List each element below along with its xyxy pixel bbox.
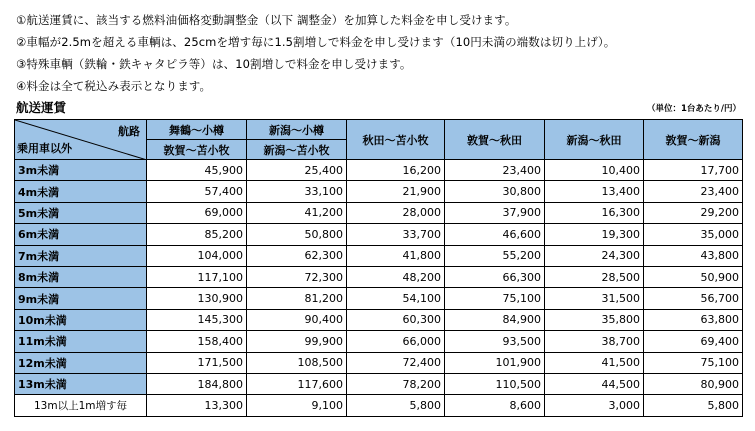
- fare-cell: 54,100: [347, 288, 445, 309]
- note-1: ①航送運賃に、該当する燃料油価格変動調整金（以下 調整金）を加算した料金を申し受けます。: [16, 13, 517, 27]
- vehicle-length-label: 6m未満: [15, 224, 147, 245]
- fare-cell: 80,900: [644, 373, 743, 394]
- fare-table: [14, 119, 743, 417]
- vehicle-length-label: 13m未満: [15, 373, 147, 394]
- fare-cell: 55,200: [445, 245, 545, 266]
- unit-label: （単位：1台あたり/円）: [646, 104, 741, 114]
- fare-cell: 3,000: [545, 395, 644, 416]
- corner-route-label: 航路: [118, 125, 140, 138]
- fare-cell: 45,900: [147, 160, 247, 181]
- fare-cell: 9,100: [247, 395, 347, 416]
- fare-cell: 30,800: [445, 181, 545, 202]
- fare-cell: 117,100: [147, 266, 247, 287]
- fare-cell: 35,000: [644, 224, 743, 245]
- fare-cell: 57,400: [147, 181, 247, 202]
- fare-cell: 50,800: [247, 224, 347, 245]
- vehicle-length-label: 10m未満: [15, 309, 147, 330]
- fare-cell: 43,800: [644, 245, 743, 266]
- fare-cell: 41,200: [247, 202, 347, 223]
- fare-cell: 110,500: [445, 373, 545, 394]
- fare-cell: 44,500: [545, 373, 644, 394]
- fare-cell: 81,200: [247, 288, 347, 309]
- table-row: [15, 288, 743, 309]
- table-row: [15, 202, 743, 223]
- route-header-5: 新潟～秋田: [545, 120, 644, 160]
- fare-cell: 69,000: [147, 202, 247, 223]
- route-header-2b: 新潟～苫小牧: [247, 140, 347, 160]
- vehicle-length-label: 11m未満: [15, 331, 147, 352]
- note-2: ②車幅が2.5mを超える車輌は、25cmを増す毎に1.5割増しで料金を申し受けます（10円未満の端数は切り上げ）。: [16, 35, 616, 49]
- vehicle-length-label: 3m未満: [15, 160, 147, 181]
- fare-cell: 16,300: [545, 202, 644, 223]
- fare-cell: 104,000: [147, 245, 247, 266]
- table-row: [15, 373, 743, 394]
- fare-cell: 37,900: [445, 202, 545, 223]
- table-row: [15, 160, 743, 181]
- fare-cell: 84,900: [445, 309, 545, 330]
- note-3: ③特殊車輌（鉄輪・鉄キャタピラ等）は、10割増しで料金を申し受けます。: [16, 57, 412, 71]
- fare-cell: 101,900: [445, 352, 545, 373]
- fare-table-body: [15, 160, 743, 417]
- fare-cell: 19,300: [545, 224, 644, 245]
- fare-cell: 46,600: [445, 224, 545, 245]
- fare-cell: 117,600: [247, 373, 347, 394]
- fare-cell: 16,200: [347, 160, 445, 181]
- table-row: [15, 245, 743, 266]
- route-header-4: 敦賀～秋田: [445, 120, 545, 160]
- fare-cell: 145,300: [147, 309, 247, 330]
- fare-cell: 21,900: [347, 181, 445, 202]
- fare-cell: 25,400: [247, 160, 347, 181]
- fare-cell: 66,300: [445, 266, 545, 287]
- vehicle-length-label: 8m未満: [15, 266, 147, 287]
- fare-cell: 28,500: [545, 266, 644, 287]
- fare-cell: 23,400: [644, 181, 743, 202]
- fare-cell: 60,300: [347, 309, 445, 330]
- fare-cell: 75,100: [644, 352, 743, 373]
- fare-cell: 5,800: [347, 395, 445, 416]
- fare-cell: 33,100: [247, 181, 347, 202]
- fare-cell: 62,300: [247, 245, 347, 266]
- route-header-1b: 敦賀～苫小牧: [147, 140, 247, 160]
- note-4: ④料金は全て税込み表示となります。: [16, 79, 212, 93]
- fare-cell: 13,300: [147, 395, 247, 416]
- route-header-6: 敦賀～新潟: [644, 120, 743, 160]
- route-header-2a: 新潟～小樽: [247, 120, 347, 140]
- corner-header: [15, 120, 147, 160]
- fare-cell: 56,700: [644, 288, 743, 309]
- route-header-1a: 舞鶴～小樽: [147, 120, 247, 140]
- vehicle-length-label: 4m未満: [15, 181, 147, 202]
- fare-cell: 108,500: [247, 352, 347, 373]
- fare-cell: 48,200: [347, 266, 445, 287]
- table-row: [15, 309, 743, 330]
- fare-cell: 93,500: [445, 331, 545, 352]
- fare-cell: 41,500: [545, 352, 644, 373]
- fare-cell: 130,900: [147, 288, 247, 309]
- fare-cell: 24,300: [545, 245, 644, 266]
- fare-cell: 10,400: [545, 160, 644, 181]
- fare-cell: 23,400: [445, 160, 545, 181]
- fare-cell: 38,700: [545, 331, 644, 352]
- fare-cell: 50,900: [644, 266, 743, 287]
- fare-cell: 33,700: [347, 224, 445, 245]
- vehicle-length-label: 13m以上1m増す毎: [15, 395, 147, 416]
- fare-cell: 8,600: [445, 395, 545, 416]
- route-header-3: 秋田～苫小牧: [347, 120, 445, 160]
- vehicle-length-label: 7m未満: [15, 245, 147, 266]
- fare-cell: 85,200: [147, 224, 247, 245]
- table-row: [15, 395, 743, 416]
- table-row: [15, 352, 743, 373]
- fare-cell: 78,200: [347, 373, 445, 394]
- fare-cell: 5,800: [644, 395, 743, 416]
- fare-cell: 66,000: [347, 331, 445, 352]
- fare-cell: 29,200: [644, 202, 743, 223]
- section-title: 航送運賃: [16, 100, 67, 115]
- fare-cell: 99,900: [247, 331, 347, 352]
- fare-cell: 35,800: [545, 309, 644, 330]
- table-row: [15, 224, 743, 245]
- fare-cell: 13,400: [545, 181, 644, 202]
- fare-cell: 158,400: [147, 331, 247, 352]
- fare-cell: 63,800: [644, 309, 743, 330]
- fare-cell: 72,300: [247, 266, 347, 287]
- table-row: [15, 331, 743, 352]
- vehicle-length-label: 12m未満: [15, 352, 147, 373]
- fare-cell: 41,800: [347, 245, 445, 266]
- fare-cell: 75,100: [445, 288, 545, 309]
- corner-vehicle-label: 乗用車以外: [17, 142, 72, 155]
- fare-cell: 171,500: [147, 352, 247, 373]
- vehicle-length-label: 5m未満: [15, 202, 147, 223]
- fare-cell: 72,400: [347, 352, 445, 373]
- fare-cell: 69,400: [644, 331, 743, 352]
- fare-cell: 31,500: [545, 288, 644, 309]
- table-row: [15, 181, 743, 202]
- table-row: [15, 266, 743, 287]
- fare-cell: 17,700: [644, 160, 743, 181]
- vehicle-length-label: 9m未満: [15, 288, 147, 309]
- fare-cell: 90,400: [247, 309, 347, 330]
- fare-cell: 28,000: [347, 202, 445, 223]
- fare-cell: 184,800: [147, 373, 247, 394]
